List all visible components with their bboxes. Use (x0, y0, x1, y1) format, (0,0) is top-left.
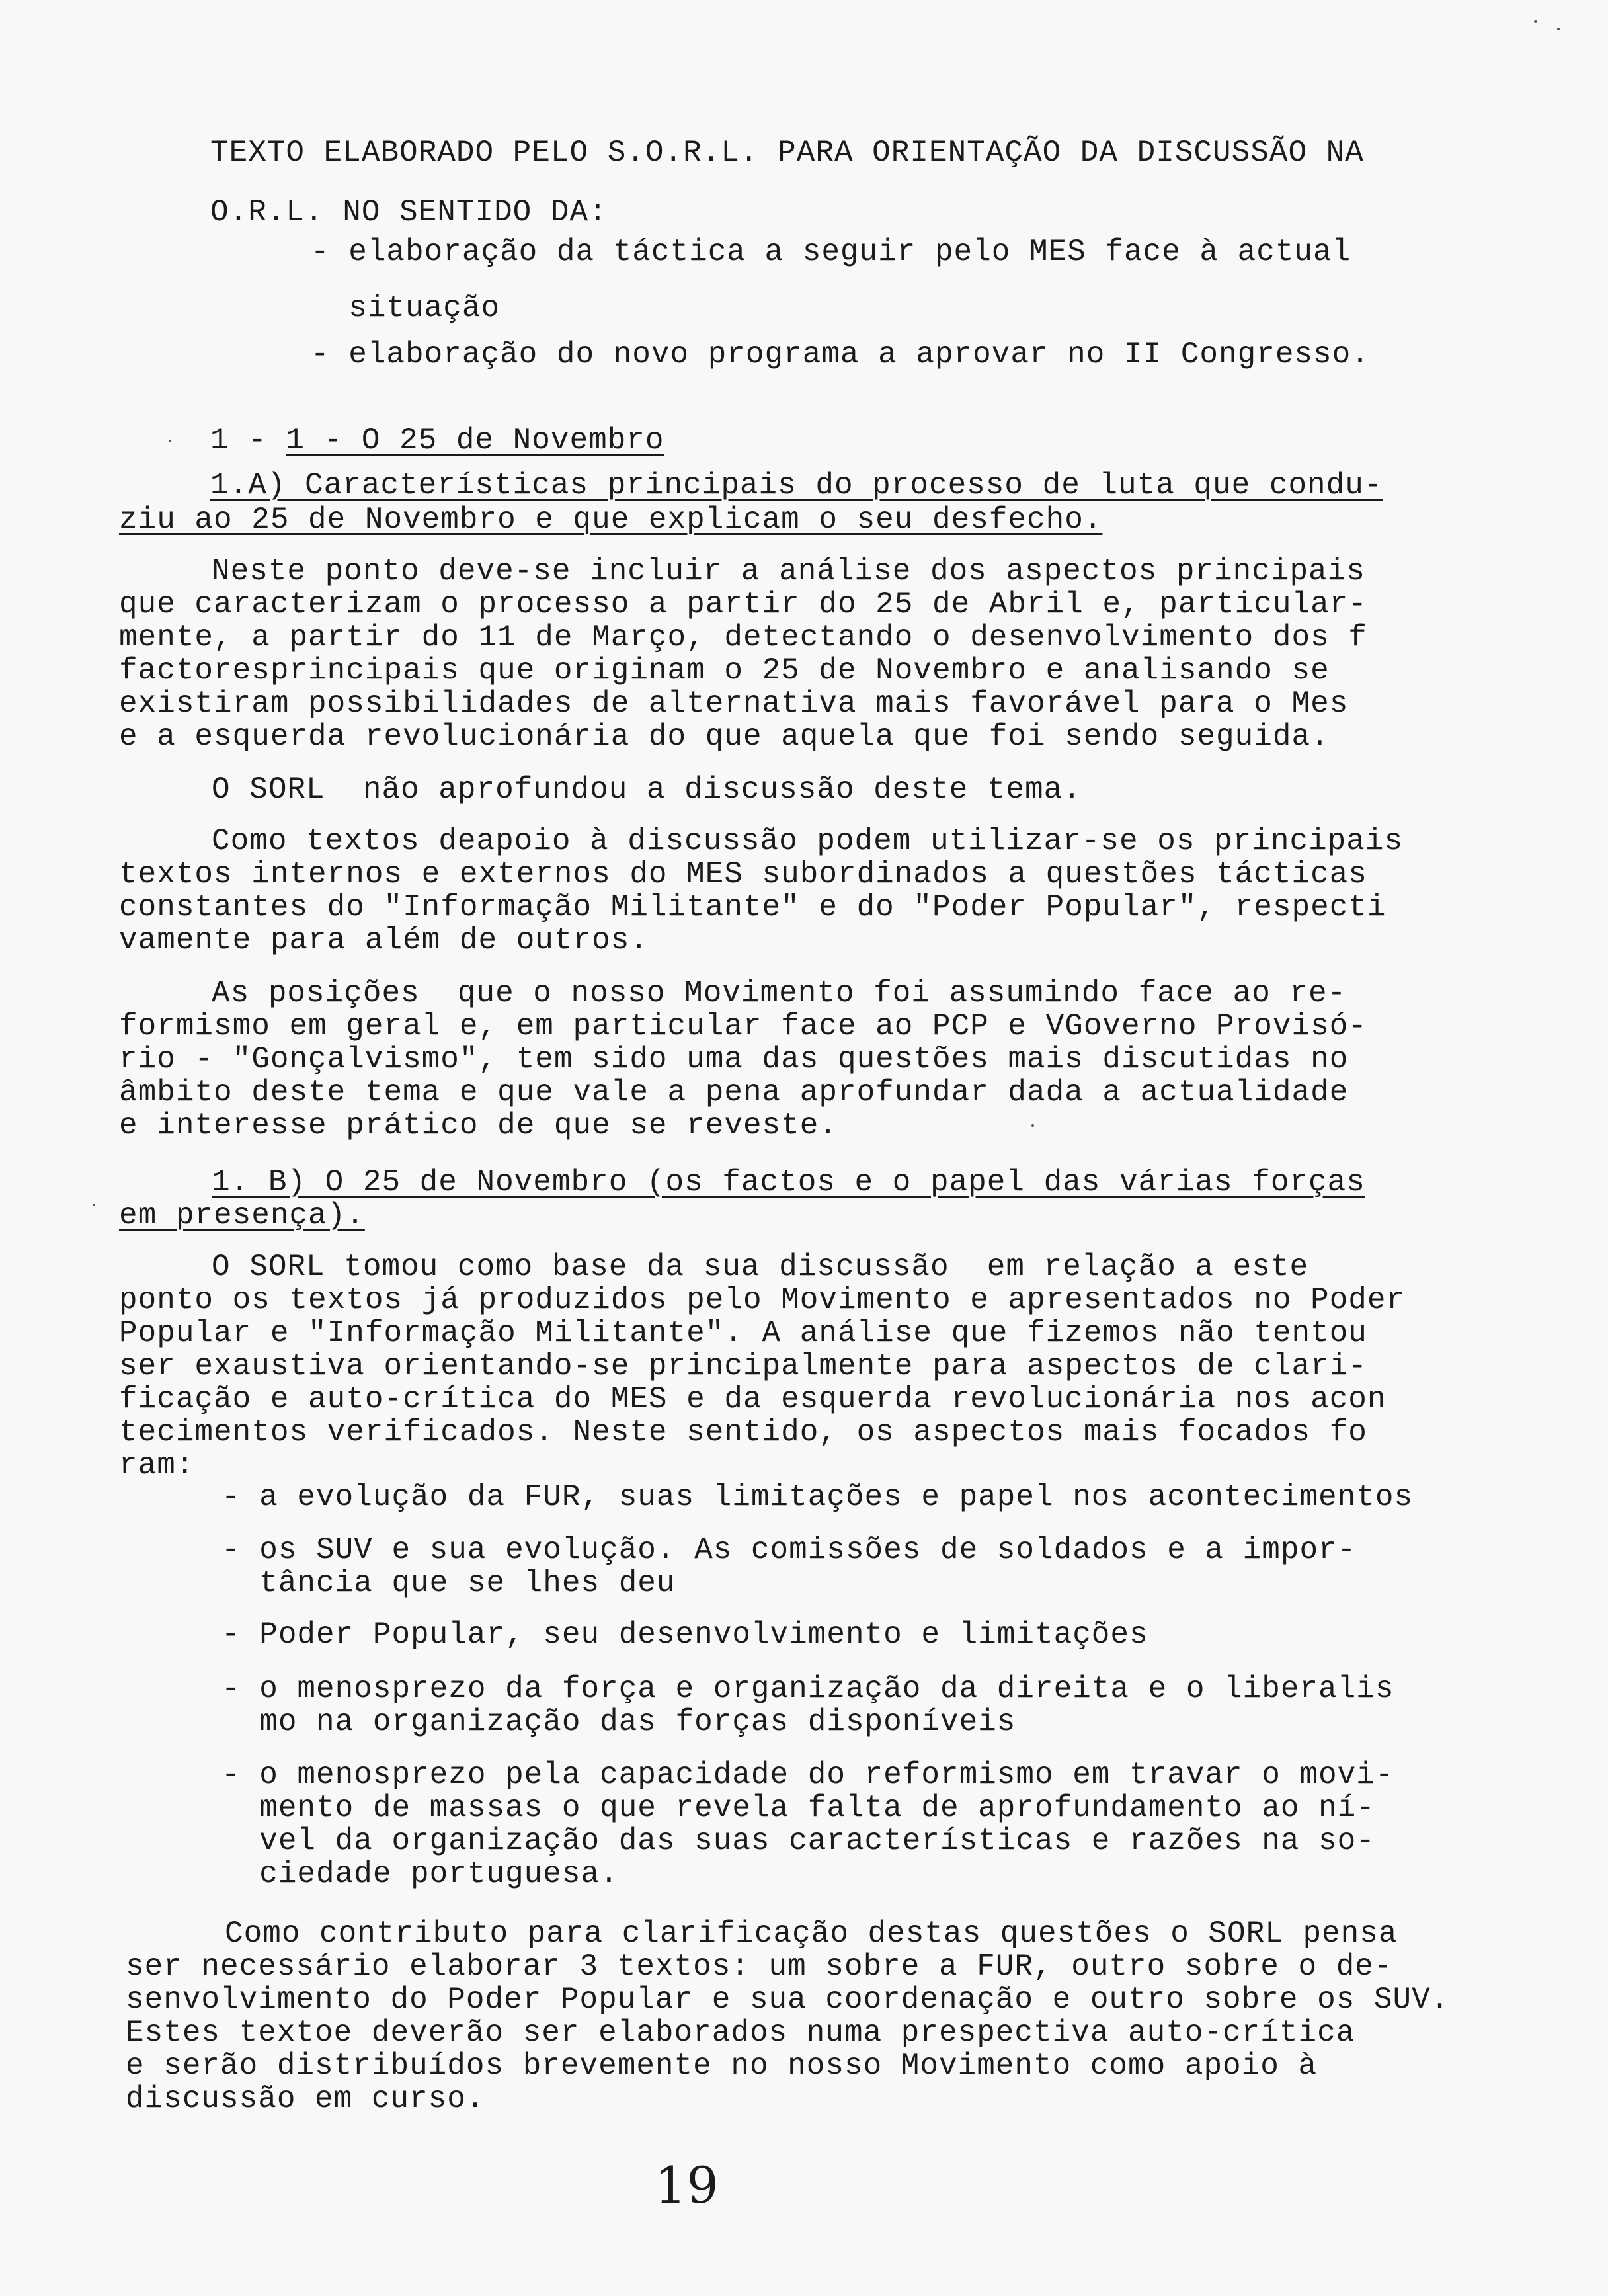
list-item-3: - Poder Popular, seu desenvolvimento e limitações (221, 1618, 1148, 1652)
list-item-2-line-2: tância que se lhes deu (221, 1566, 676, 1600)
section-heading: 1 - 1 - O 25 de Novembro (210, 423, 664, 458)
list-item-4-line-2: mo na organização das forças disponíveis (221, 1705, 1016, 1739)
subsection-b-heading-line-1: 1. B) O 25 de Novembro (os factos e o papel das várias forças (212, 1165, 1365, 1200)
header-bullet-1-cont: situação (311, 291, 501, 325)
paragraph-6-line-4: Estes textoe deverão ser elaborados numa prespectiva auto-crítica (126, 2016, 1355, 2050)
paragraph-3-line-3: constantes do "Informação Militante" e do "Poder Popular", respecti (119, 890, 1387, 924)
scan-speck (93, 1204, 95, 1206)
paragraph-5-line-6: tecimentos verificados. Neste sentido, os aspectos mais focados fo (119, 1415, 1367, 1450)
paragraph-4-line-5: e interesse prático de que se reveste. (119, 1108, 838, 1143)
paragraph-6-line-5: e serão distribuídos brevemente no nosso Movimento como apoio à (126, 2049, 1318, 2083)
paragraph-2: O SORL não aprofundou a discussão deste tema. (212, 772, 1082, 807)
scan-speck (1534, 20, 1537, 23)
paragraph-4-line-2: formismo em geral e, em particular face ao PCP e VGoverno Provisó- (119, 1009, 1367, 1044)
paragraph-4-line-4: âmbito deste tema e que vale a pena aprofundar dada a actualidade (119, 1075, 1349, 1110)
header-line-1: TEXTO ELABORADO PELO S.O.R.L. PARA ORIENTAÇÃO DA DISCUSSÃO NA (210, 136, 1364, 170)
paragraph-1-line-5: existiram possibilidades de alternativa mais favorável para o Mes (119, 686, 1349, 721)
list-item-5-line-2: mento de massas o que revela falta de aprofundamento ao ní- (221, 1791, 1375, 1825)
paragraph-1-line-3: mente, a partir do 11 de Março, detectando o desenvolvimento dos f (119, 620, 1367, 655)
paragraph-5-line-5: ficação e auto-crítica do MES e da esquerda revolucionária nos acon (119, 1382, 1387, 1416)
paragraph-3-line-2: textos internos e externos do MES subordinados a questões tácticas (119, 857, 1367, 891)
scan-speck (169, 440, 171, 442)
paragraph-5-line-3: Popular e "Informação Militante". A análise que fizemos não tentou (119, 1316, 1367, 1350)
paragraph-6-line-1: Como contributo para clarificação destas questões o SORL pensa (225, 1916, 1398, 1951)
paragraph-6-line-2: ser necessário elaborar 3 textos: um sobre a FUR, outro sobre o de- (126, 1949, 1393, 1984)
list-item-5-line-4: ciedade portuguesa. (221, 1857, 619, 1891)
paragraph-1-line-4: factoresprincipais que originam o 25 de Novembro e analisando se (119, 653, 1330, 688)
scan-speck (1031, 1124, 1034, 1127)
paragraph-3-line-4: vamente para além de outros. (119, 923, 649, 958)
scan-speck (1557, 28, 1560, 30)
section-heading-title: 1 - O 25 de Novembro (286, 423, 664, 458)
list-item-1: - a evolução da FUR, suas limitações e papel nos acontecimentos (221, 1480, 1414, 1514)
subsection-a-heading-line-1: 1.A) Características principais do processo de luta que condu- (210, 468, 1383, 503)
paragraph-1-line-2: que caracterizam o processo a partir do 25 de Abril e, particular- (119, 587, 1367, 622)
paragraph-5-line-2: ponto os textos já produzidos pelo Movimento e apresentados no Poder (119, 1283, 1406, 1317)
list-item-5-line-1: - o menosprezo pela capacidade do reformismo em travar o movi- (221, 1758, 1394, 1792)
list-item-5-line-3: vel da organização das suas características e razões na so- (221, 1824, 1375, 1858)
header-bullet-2: - elaboração do novo programa a aprovar no II Congresso. (311, 337, 1370, 372)
paragraph-4-line-3: rio - "Gonçalvismo", tem sido uma das questões mais discutidas no (119, 1042, 1349, 1077)
header-bullet-1: - elaboração da táctica a seguir pelo MES face à actual (311, 235, 1351, 269)
header-line-2: O.R.L. NO SENTIDO DA: (210, 195, 608, 229)
list-item-2-line-1: - os SUV e sua evolução. As comissões de soldados e a impor- (221, 1533, 1357, 1567)
paragraph-6-line-6: discussão em curso. (126, 2082, 485, 2116)
paragraph-3-line-1: Como textos deapoio à discussão podem utilizar-se os principais (212, 824, 1404, 858)
paragraph-1-line-1: Neste ponto deve-se incluir a análise dos aspectos principais (212, 554, 1365, 589)
subsection-b-heading-line-2: em presença). (119, 1198, 365, 1233)
paragraph-1-line-6: e a esquerda revolucionária do que aquela que foi sendo seguida. (119, 719, 1330, 754)
paragraph-5-line-4: ser exaustiva orientando-se principalmente para aspectos de clari- (119, 1349, 1367, 1383)
page-number: 19 (655, 2156, 719, 2215)
paragraph-5-line-1: O SORL tomou como base da sua discussão em relação a este (212, 1250, 1309, 1284)
paragraph-5-line-7: ram: (119, 1448, 195, 1483)
paragraph-6-line-3: senvolvimento do Poder Popular e sua coordenação e outro sobre os SUV. (126, 1983, 1450, 2017)
paragraph-4-line-1: As posições que o nosso Movimento foi assumindo face ao re- (212, 976, 1347, 1010)
subsection-a-heading-line-2: ziu ao 25 de Novembro e que explicam o seu desfecho. (119, 503, 1103, 537)
list-item-4-line-1: - o menosprezo da força e organização da direita e o liberalis (221, 1672, 1394, 1706)
